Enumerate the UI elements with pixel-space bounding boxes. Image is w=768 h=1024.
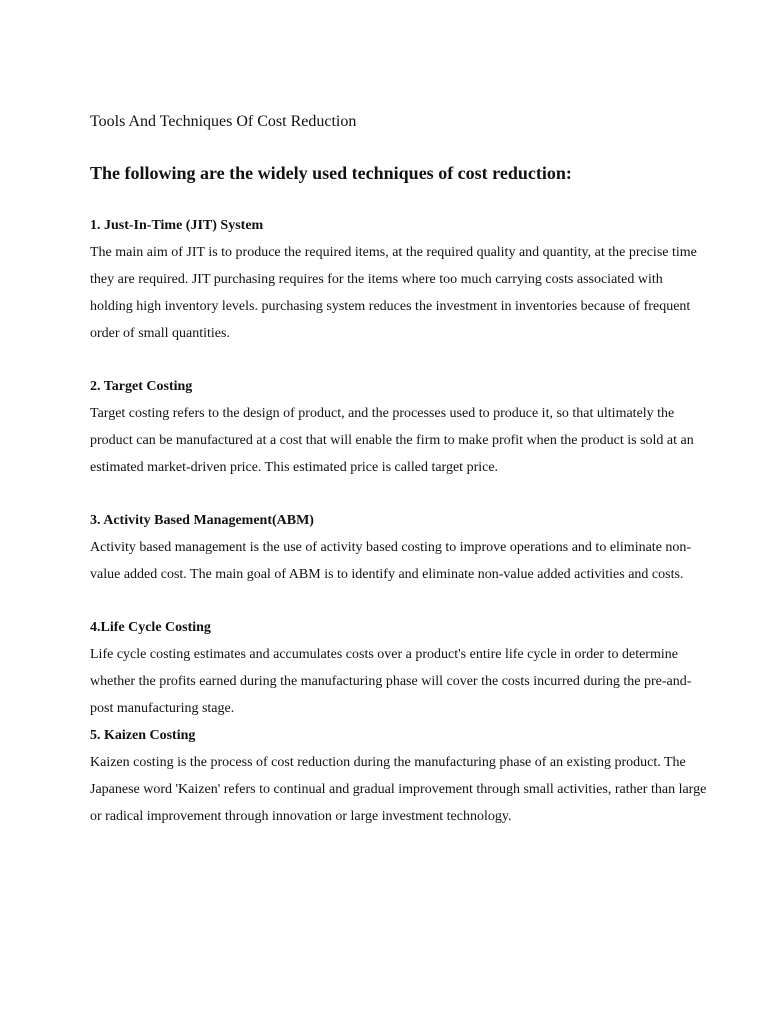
document-title: Tools And Techniques Of Cost Reduction — [90, 113, 357, 130]
document-subtitle: The following are the widely used techniques of cost reduction: — [90, 163, 572, 183]
section-jit — [90, 212, 708, 347]
section-heading: 2. Target Costing — [90, 379, 193, 394]
section-spacer — [90, 481, 708, 507]
section-body: Life cycle costing estimates and accumulates costs over a product's entire life cycle in order to determine whether the profits earned during the manufacturing phase will cover the costs incurred during the pre-and-post manufacturing stage. — [90, 647, 692, 716]
section-kaizen-costing — [90, 722, 708, 830]
section-body: Kaizen costing is the process of cost reduction during the manufacturing phase of an existing product. The Japanese word 'Kaizen' refers to continual and gradual improvement through small activities, rather than large or radical improvement through innovation or large investment technology. — [90, 755, 707, 824]
section-heading: 3. Activity Based Management(ABM) — [90, 513, 314, 528]
section-heading: 1. Just-In-Time (JIT) System — [90, 218, 264, 233]
section-body: The main aim of JIT is to produce the required items, at the required quality and quantity, at the precise time they are required. JIT purchasing requires for the items where too much carrying costs associated with holding high inventory levels. purchasing system reduces the investment in inventories because of frequent order of small quantities. — [90, 245, 697, 341]
section-heading: 4.Life Cycle Costing — [90, 620, 211, 635]
section-target-costing — [90, 373, 708, 481]
section-life-cycle-costing — [90, 614, 708, 722]
section-body: Activity based management is the use of activity based costing to improve operations and to eliminate non-value added cost. The main goal of ABM is to identify and eliminate non-value added activities and costs. — [90, 540, 692, 582]
section-body: Target costing refers to the design of product, and the processes used to produce it, so that ultimately the product can be manufactured at a cost that will enable the firm to make profit when the product is sold at an estimated market-driven price. This estimated price is called target price. — [90, 406, 694, 475]
section-spacer — [90, 347, 708, 373]
section-spacer — [90, 588, 708, 614]
section-abm — [90, 507, 708, 588]
section-heading: 5. Kaizen Costing — [90, 728, 196, 743]
